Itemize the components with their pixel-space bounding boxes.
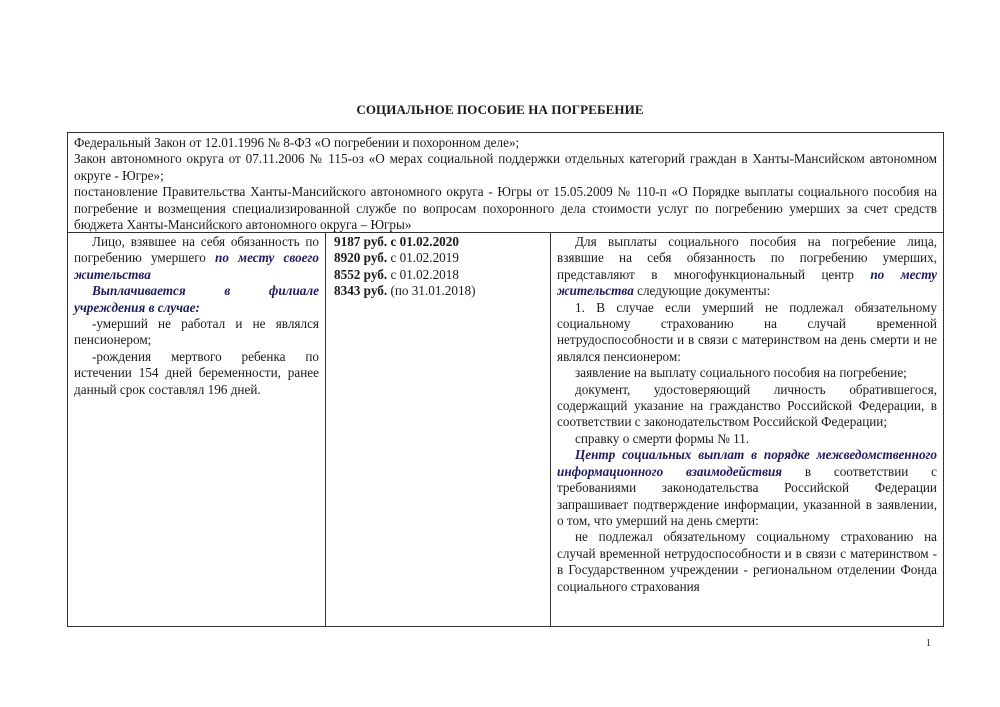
- page-number: 1: [926, 638, 931, 649]
- documents-cell: [551, 233, 943, 626]
- case-1: 1. В случае если умерший не подлежал обязательному социальному страхованию на случай временной нетрудоспособности и в связи с материнством на день смерти и не являлся пенсионером:: [557, 299, 937, 364]
- amount-row: [334, 234, 544, 250]
- law-federal: Федеральный Закон от 12.01.1996 № 8-ФЗ «О погребении и похоронном деле»;: [74, 135, 520, 150]
- emphasis: по месту жительства: [557, 266, 937, 299]
- confirmation-item: не подлежал обязательному социальному страхованию на случай временной нетрудоспособности и в связи с материнством - в Государственном учреждении - региональном отделении Фонда социального страхования: [557, 529, 937, 594]
- amount-date: с 01.02.2019: [387, 250, 459, 266]
- text: в соответствии с требованиями законодательства Российской Федерации запрашивает подтверждение информации, указанной в заявлении, о том, что умерший на день смерти:: [557, 463, 937, 528]
- amount-date: с 01.02.2020: [387, 234, 459, 249]
- resolution-regional: постановление Правительства Ханты-Мансийского автономного округа - Югры от 15.05.2009 № 110-п «О Порядке выплаты социального пособия на погребение и возмещения специализированной службе по вопросам похоронного дела стоимости услуг по погребению умерших за счет средств бюджета Ханты-Мансийского автономного округа – Югры»: [74, 184, 937, 233]
- page-title: СОЦИАЛЬНОЕ ПОСОБИЕ НА ПОГРЕБЕНИЕ: [356, 102, 644, 117]
- condition-item: -умерший не работал и не являлся пенсионером;: [74, 316, 319, 348]
- amount: 9187 руб.: [334, 234, 388, 249]
- interagency-paragraph: [557, 447, 937, 529]
- amount-row: [334, 250, 544, 266]
- emphasis: по месту своего жительства: [74, 250, 319, 282]
- amount-cell: [326, 233, 551, 626]
- payment-condition-heading: Выплачивается в филиале учреждения в случае:: [74, 283, 319, 315]
- benefit-table: [67, 132, 944, 627]
- document-item: заявление на выплату социального пособия на погребение;: [575, 365, 907, 381]
- text: следующие документы:: [633, 283, 771, 299]
- amount: 8343 руб.: [334, 283, 388, 299]
- text: Лицо, взявшее на себя обязанность по погребению умершего: [74, 234, 319, 266]
- amount-row: [334, 283, 544, 299]
- amount: 8920 руб.: [334, 250, 388, 266]
- amount-date: (по 31.01.2018): [387, 283, 476, 299]
- legal-basis-cell: [68, 133, 943, 233]
- document-item: документ, удостоверяющий личность обратившегося, содержащий указание на гражданство Российской Федерации, в соответствии с законодательством Российской Федерации;: [557, 381, 937, 430]
- law-regional: Закон автономного округа от 07.11.2006 № 115-оз «О мерах социальной поддержки отдельных категорий граждан в Ханты-Мансийском автономном округе - Югре»;: [74, 151, 937, 183]
- text: Для выплаты социального пособия на погребение лица, взявшие на себя обязанность по погребению умерших, представляют в многофункциональный центр: [557, 234, 937, 282]
- amount-row: [334, 267, 544, 283]
- amount-date: с 01.02.2018: [387, 266, 459, 282]
- amount: 8552 руб.: [334, 266, 388, 282]
- documents-intro: [557, 234, 937, 300]
- emphasis: Центр социальных выплат в порядке межведомственного информационного взаимодействия: [557, 447, 937, 479]
- document-item: справку о смерти формы № 11.: [575, 430, 750, 446]
- recipient-paragraph: [74, 234, 319, 283]
- condition-item: -рождения мертвого ребенка по истечении 154 дней беременности, ранее данный срок составлял 196 дней.: [74, 348, 319, 397]
- recipient-cell: [68, 233, 326, 626]
